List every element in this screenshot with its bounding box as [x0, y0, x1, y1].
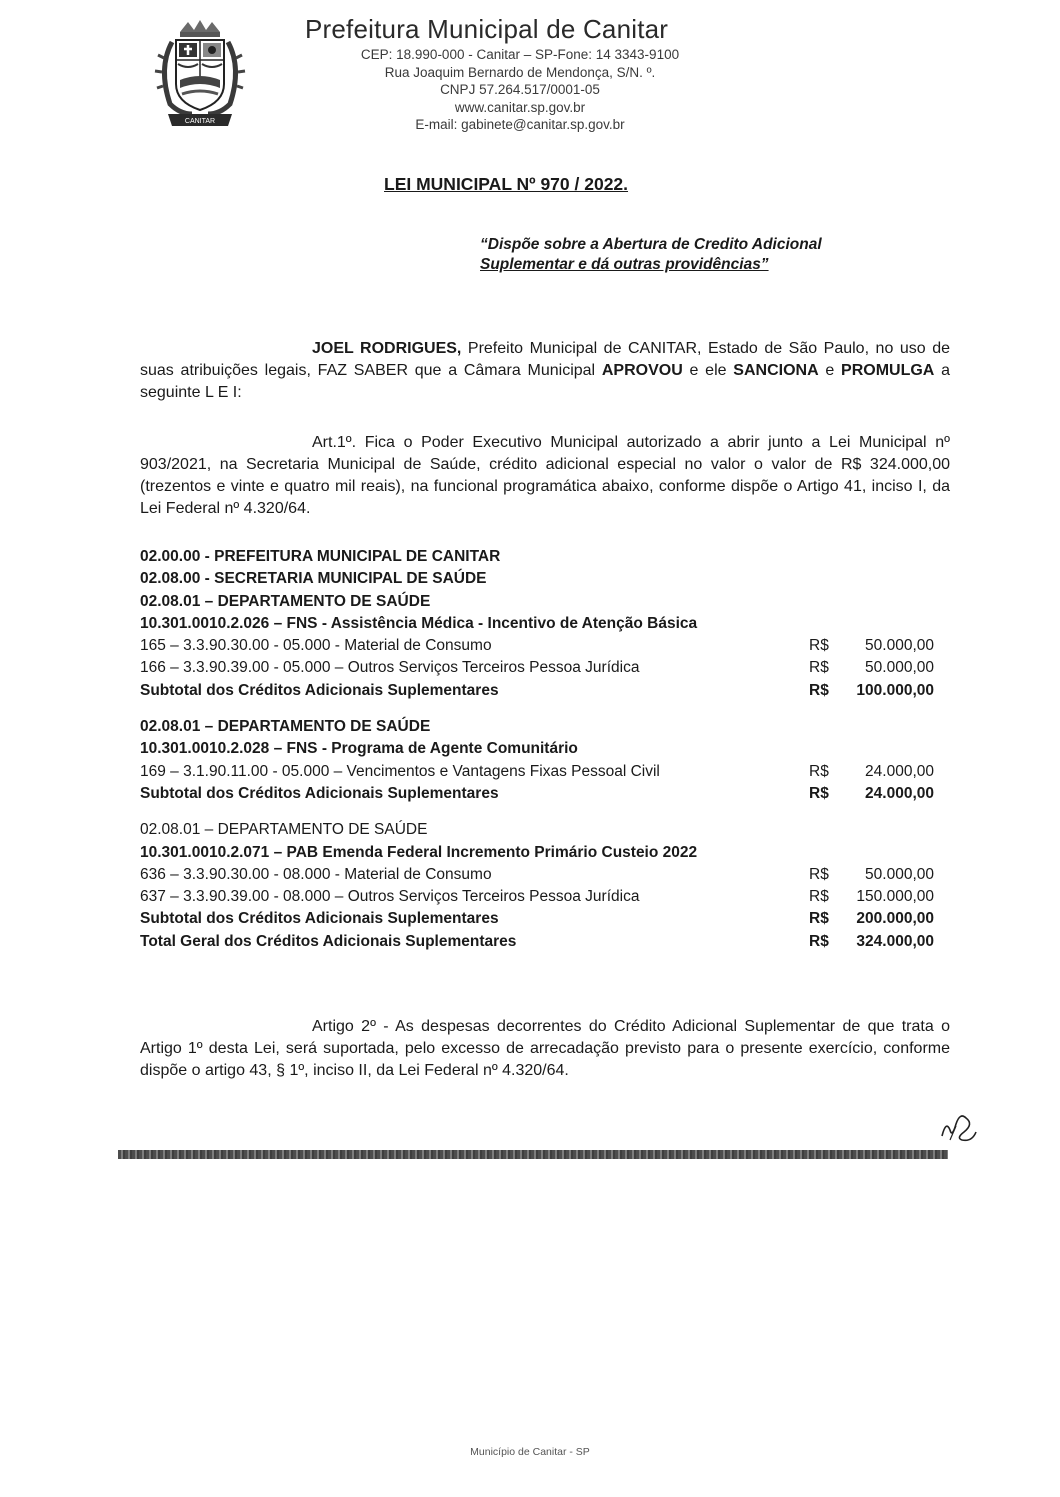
- contact-line-email: E-mail: gabinete@canitar.sp.gov.br: [415, 117, 625, 132]
- group-3-department: 02.08.01 – DEPARTAMENTO DE SAÚDE: [140, 821, 428, 839]
- mayor-name: JOEL RODRIGUES,: [312, 340, 462, 357]
- group-1-item-2: 166 – 3.3.90.39.00 - 05.000 – Outros Serviços Terceiros Pessoa Jurídica R$ 50.000,00: [140, 659, 934, 677]
- ementa-line-1: “Dispõe sobre a Abertura de Credito Adicional: [480, 236, 822, 253]
- group-3-subtotal: Subtotal dos Créditos Adicionais Suplementares R$ 200.000,00: [140, 910, 934, 928]
- page-divider-rule: [118, 1150, 948, 1159]
- contact-block: [300, 46, 740, 134]
- contact-line-address-cep: CEP: 18.990-000 - Canitar – SP-Fone: 14 3343-9100: [360, 47, 680, 62]
- grand-total: Total Geral dos Créditos Adicionais Suplementares R$ 324.000,00: [140, 932, 934, 950]
- group-3-program: 10.301.0010.2.071 – PAB Emenda Federal Incremento Primário Custeio 2022: [140, 843, 698, 861]
- group-2-subtotal: Subtotal dos Créditos Adicionais Suplementares R$ 24.000,00: [140, 784, 934, 802]
- group-2-program: 10.301.0010.2.028 – FNS - Programa de Agente Comunitário: [140, 740, 578, 758]
- page-footer: Município de Canitar - SP: [470, 1446, 590, 1458]
- contact-line-cnpj: CNPJ 57.264.517/0001-05: [440, 82, 600, 97]
- preamble-paragraph: JOEL RODRIGUES, Prefeito Municipal de CANITAR, Estado de São Paulo, no uso de suas atribuições legais, FAZ SABER que a Câmara Municipal APROVOU e ele SANCIONA e PROMULGA a seguinte L E I:: [140, 340, 951, 401]
- group-1-item-1: 165 – 3.3.90.30.00 - 05.000 - Material de Consumo R$ 50.000,00: [140, 637, 934, 655]
- article-2-label: Artigo 2º: [312, 1018, 376, 1035]
- law-title: LEI MUNICIPAL Nº 970 / 2022.: [384, 174, 629, 194]
- law-ementa: [480, 235, 952, 275]
- organization-name: Prefeitura Municipal de Canitar: [305, 14, 669, 44]
- group-1-subtotal: Subtotal dos Créditos Adicionais Suplementares R$ 100.000,00: [140, 681, 934, 699]
- municipal-crest-icon: [150, 18, 250, 130]
- contact-line-street: Rua Joaquim Bernardo de Mendonça, S/N. º.: [384, 64, 656, 80]
- budget-allocation-block: [140, 546, 940, 953]
- article-2-paragraph: Artigo 2º - As despesas decorrentes do Crédito Adicional Suplementar de que trata o Artigo 1º desta Lei, será suportada, pelo excesso de arrecadação previsto para o presente exercício, conforme dispõe o artigo 43, § 1º, inciso II, da Lei Federal nº 4.320/64.: [140, 1018, 951, 1079]
- group-3-item-2: 637 – 3.3.90.39.00 - 08.000 – Outros Serviços Terceiros Pessoa Jurídica R$ 150.000,00: [140, 888, 934, 906]
- group-2-department: 02.08.01 – DEPARTAMENTO DE SAÚDE: [140, 718, 431, 736]
- initials-signature-icon: [936, 1106, 982, 1146]
- group-2-item-1: 169 – 3.1.90.11.00 - 05.000 – Vencimentos e Vantagens Fixas Pessoal Civil R$ 24.000,00: [140, 762, 934, 780]
- group-3-item-1: 636 – 3.3.90.30.00 - 08.000 - Material de Consumo R$ 50.000,00: [140, 865, 934, 883]
- group-1-department: 02.08.01 – DEPARTAMENTO DE SAÚDE: [140, 592, 431, 610]
- ementa-line-2: Suplementar e dá outras providências”: [480, 256, 769, 273]
- article-1-label: Art.1º.: [312, 434, 357, 451]
- budget-org-secretaria: 02.08.00 - SECRETARIA MUNICIPAL DE SAÚDE: [140, 570, 487, 588]
- group-1-program: 10.301.0010.2.026 – FNS - Assistência Médica - Incentivo de Atenção Básica: [140, 614, 698, 632]
- svg-text:CANITAR: CANITAR: [184, 118, 216, 125]
- contact-line-website: www.canitar.sp.gov.br: [454, 99, 586, 115]
- budget-org-prefeitura: 02.00.00 - PREFEITURA MUNICIPAL DE CANITAR: [140, 548, 501, 565]
- article-1-paragraph: Art.1º. Fica o Poder Executivo Municipal autorizado a abrir junto a Lei Municipal nº 903/2021, na Secretaria Municipal de Saúde, crédito adicional especial no valor o valor de R$ 324.000,00 (trezentos e vinte e quatro mil reais), na funcional programática abaixo, conforme dispõe o Artigo 41, inciso I, da Lei Federal nº 4.320/64.: [140, 434, 950, 517]
